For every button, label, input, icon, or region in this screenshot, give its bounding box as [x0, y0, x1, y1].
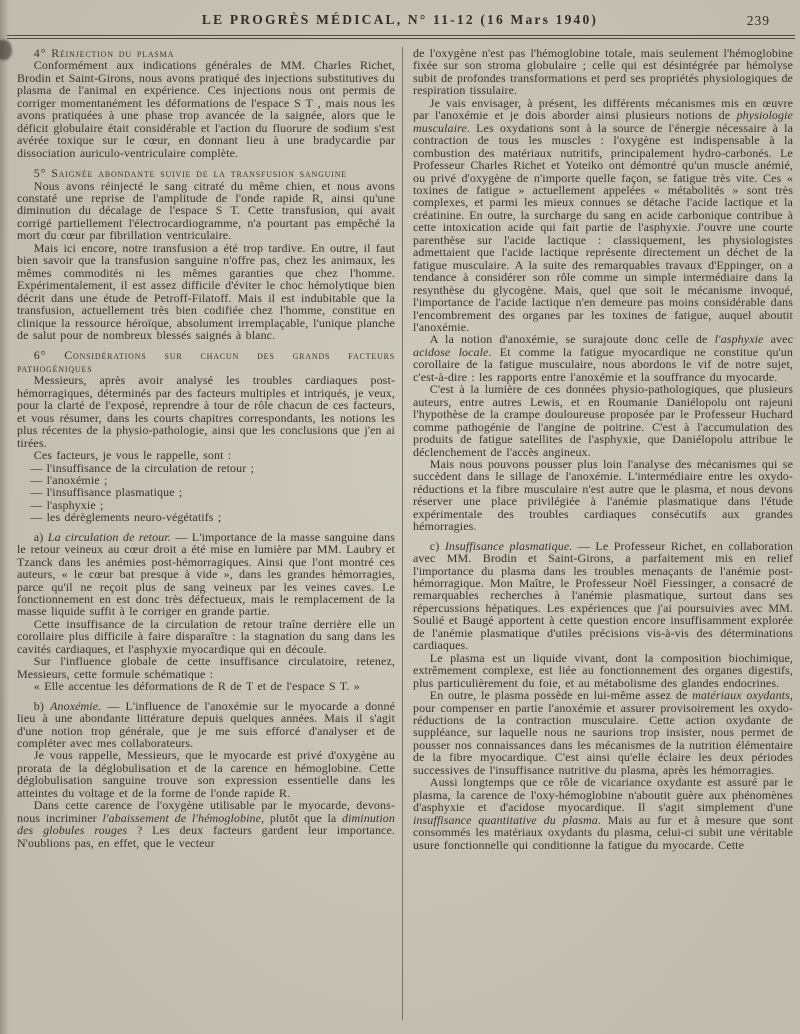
paragraph: Je vais envisager, à présent, les différents mécanismes mis en œuvre par l'anoxémie et je dois aborder ainsi plusieurs notions de physiologie musculaire. Les oxydations sont à la source de l'énergie nécessaire à la contraction de tous les muscles : l'oxygène est indispensable à la combustion des matériaux nutritifs, principalement hydro-carbonés. Le Professeur Charles Richet et Yoteiko ont démontré qu'un muscle anémié, ou privé d'oxygène de n'importe quelle façon, se fatigue très vite. Ces « toxines de fatigue » actuellement appelées « métabolités » sont très complexes, et parmi les mieux connues se détache l'acide lactique et la créatinine. En outre, la surcharge du sang en acide carbonique contribue à cette intoxication acide qui fait partie de l'asphyxie. J'ouvre une courte parenthèse sur l'acide lactique : classiquement, les physiologistes admettaient que l'acide lactique représente directement un déchet de la fatigue musculaire. A la suite des remarquables travaux d'Eppinger, on a tendance à considérer son rôle comme un simple intermédiaire dans la resynthèse du glycogène. Mais, quel que soit le mécanisme invoqué, l'importance de l'acide lactique n'en demeure pas moins considérable dans l'encombrement des organes par les toxines de fatigue, auquel aboutit l'anoxémie. [413, 95, 793, 334]
paragraph: Nous avons réinjecté le sang citraté du même chien, et nous avons constaté une reprise de l'amplitude de l'onde rapide R, ainsi qu'une diminution du décalage de l'espace S T. Cette transfusion, qui avait corrigé partiellement l'électrocardiogramme, n'a pourtant pas empêché la mort du cœur par fibrillation ventriculaire. [17, 178, 395, 243]
list-item: — l'anoxémie ; [30, 472, 108, 487]
paragraph: A la notion d'anoxémie, se surajoute donc celle de l'asphyxie avec acidose locale. Et comme la fatigue myocardique ne constitue qu'un corollaire de la fatigue musculaire, nous abordons le vif de notre sujet, c'est-à-dire : les rapports entre l'anoxémie et la souffrance du myocarde. [413, 332, 794, 384]
article-body [17, 47, 795, 1020]
paragraph: Cette insuffisance de la circulation de retour traîne derrière elle un corollaire plus difficile à faire disparaître : la stagnation du sang dans les cavités cardiaques, et l'asphyxie myocardique qui en découle. [17, 616, 395, 656]
section-heading: 5° Saignée abondante suivie de la transfusion sanguine [33, 166, 347, 181]
paragraph-continuation: de l'oxygène n'est pas l'hémoglobine totale, mais seulement l'hémoglobine fixée sur son stroma globulaire ; celle qui est désintégrée par hémolyse subit de profondes transformations et perd ses propriétés physiologiques de respiration tissulaire. [413, 46, 793, 98]
paragraph: a) La circulation de retour. — L'importance de la masse sanguine dans le retour veineux au cœur droit a été mise en lumière par MM. Laubry et Tzanck dans les anémies post-hémorragiques. Ainsi que l'ont montré ces auteurs, « le cœur bat presque à vide », dans les grandes hémorragies, parce qu'il ne reçoit plus de sang veineux par les veines caves. Le fonctionnement en est donc très défectueux, mais le remplacement de la masse liquide suffit à le corriger en grande partie. [17, 529, 395, 619]
list-item: — l'insuffisance de la circulation de retour ; [30, 460, 255, 475]
paragraph: b) Anoxémie. — L'influence de l'anoxémie sur le myocarde a donné lieu à une abondante littérature depuis quelques années. Mais il s'agit d'une notion trop générale, que je me suis efforcé d'analyser et de compléter avec mes collaborateurs. [17, 698, 396, 751]
scan-gutter-shadow [0, 0, 9, 1034]
paragraph: Sur l'influence globale de cette insuffisance circulatoire, retenez, Messieurs, cette formule schématique : [17, 654, 395, 681]
paragraph: Aussi longtemps que ce rôle de vicariance oxydante est assuré par le plasma, la carence de l'oxy-hémoglobine n'aboutit guère aux phénomènes d'asphyxie et d'acidose myocardique. Il s'agit simplement d'une insuffisance quantitative du plasma. Mais au fur et à mesure que sont consommés les matériaux oxydants du plasma, celui-ci subit une véritable usure fonctionnelle qui conditionne la fatigue du myocarde. Cette [413, 775, 794, 852]
paragraph: Ces facteurs, je vous le rappelle, sont : [33, 448, 232, 463]
column-divider [402, 47, 403, 1020]
page-number: 239 [746, 13, 770, 28]
block-quote: « Elle accentue les déformations de R de T et de l'espace S T. » [33, 679, 360, 694]
paragraph: Mais ici encore, notre transfusion a été trop tardive. En outre, il faut bien savoir que la transfusion sanguine n'offre pas, chez les animaux, les mêmes commodités ni les mêmes garanties que chez l'homme. Expérimentalement, il est assez difficile d'éviter le choc hémolytique bien décrit dans une étude de Petroff-Filatoff. Mais il est indubitable que la transfusion, actuellement très bien codifiée chez l'homme, constitue en clinique la ressource héroïque, absolument irremplaçable, l'unique planche de salut pour de nombreux blessés saignés à blanc. [17, 240, 395, 342]
section-heading: 6° Considérations sur chacun des grands facteurs pathogéniques [17, 348, 395, 375]
scan-artifact [0, 40, 12, 60]
paragraph: Dans cette carence de l'oxygène utilisable par le myocarde, devons-nous incriminer l'abaissement de l'hémoglobine, plutôt que la diminution des globules rouges ? Les deux facteurs gardent leur importance. N'oublions pas, en effet, que le vecteur [17, 798, 396, 850]
right-column [413, 47, 793, 1020]
paragraph: C'est à la lumière de ces données physio-pathologiques, que plusieurs auteurs, entre autres Lewis, et en Roumanie Daniélopolu ont rajeuni l'hypothèse de la crampe douloureuse proposée par le Professeur Huchard comme pathogénie de l'angine de poitrine. C'est à l'accumulation des produits de fatigue satellites de l'asphyxie, que Daniélopolu attribue le déclenchement de l'accès angineux. [413, 382, 793, 459]
list-item: — l'asphyxie ; [30, 497, 104, 512]
paragraph: Le plasma est un liquide vivant, dont la composition biochimique, extrêmement complexe, est liée au fonctionnement des organes digestifs, plus particulièrement du foie, et au métabolisme des glandes endocrines. [413, 650, 793, 690]
left-column [17, 47, 395, 1020]
paragraph: c) Insuffisance plasmatique. — Le Professeur Richet, en collaboration avec MM. Brodin et Saint-Girons, a parfaitement mis en relief l'importance du plasma dans les troubles menaçants de l'anémie post-hémorragique. Mon Maître, le Professeur Noël Fiessinger, a consacré de remarquables recherches à l'anémie plasmatique, surtout dans ses répercussions hépatiques. Les expériences que j'ai poursuivies avec MM. Soulié et Baugé apportent à cette question encore insuffisamment explorée de l'anémie plasmatique d'utiles précisions vis-à-vis des déterminations cardiaques. [413, 538, 794, 653]
paragraph: Je vous rappelle, Messieurs, que le myocarde est privé d'oxygène au prorata de la déglobulisation et de la carence en hémoglobine. Cette déglobulisation sanguine trouve son expression essentielle dans les atteintes du voltage et de la forme de l'onde rapide R. [17, 748, 395, 800]
journal-title: LE PROGRÈS MÉDICAL, N° 11-12 (16 Mars 1940) [201, 12, 599, 27]
list-item: — l'insuffisance plasmatique ; [30, 485, 183, 500]
page-header [0, 12, 800, 34]
paragraph: Mais nous pouvons pousser plus loin l'analyse des mécanismes qui se succèdent dans le sillage de l'anoxémie. L'intermédiaire entre les oxydo-réductions et la fibre musculaire n'est autre que le plasma, et nous devons réserver une place privilégiée à l'anémie plasmatique dans l'étude expérimentale des troubles cardiaques consécutifs aux grandes hémorragies. [413, 456, 793, 534]
paragraph: Conformément aux indications générales de MM. Charles Richet, Brodin et Saint-Girons, nous avons pratiqué des injections substitutives du plasma de l'animal en expérience. Ces injections nous ont permis de corriger momentanément les déformations de l'espace S T , mais nous les avons pratiquées à une phase trop avancée de la saignée, alors que le déficit globulaire était considérable et l'action du fluorure de sodium s'est avérée toxique sur le cœur, en donnant lieu à une bradycardie par dissociation auriculo-ventriculaire complète. [17, 58, 395, 160]
paragraph: Messieurs, après avoir analysé les troubles cardiaques post-hémorragiques, déterminés par des facteurs multiples et intriqués, je veux, pour la clarté de l'exposé, reprendre à tour de rôle chacun de ces facteurs, et vous résumer, dans les courts chapitres correspondants, les notions les plus récentes de la physio-pathologie, ainsi que les conclusions que j'en ai tirées. [17, 373, 395, 450]
list-item: — les dérèglements neuro-végétatifs ; [30, 510, 222, 525]
header-rule [7, 35, 795, 39]
section-heading: 4° Réinjection du plasma [33, 46, 175, 60]
paragraph: En outre, le plasma possède en lui-même assez de matériaux oxydants, pour compenser en partie l'anoxémie et assurer provisoirement les oxydo-réductions de la contraction musculaire. Cette action oxydante de suppléance, sur laquelle nous ne saurions trop insister, nous permet de pousser nos connaissances dans les mécanismes de la nutrition élémentaire de la fibre myocardique. C'est ainsi qu'elle éclaire les deux périodes successives de l'insuffisance nutritive du plasma, après les hémorragies. [413, 688, 793, 777]
